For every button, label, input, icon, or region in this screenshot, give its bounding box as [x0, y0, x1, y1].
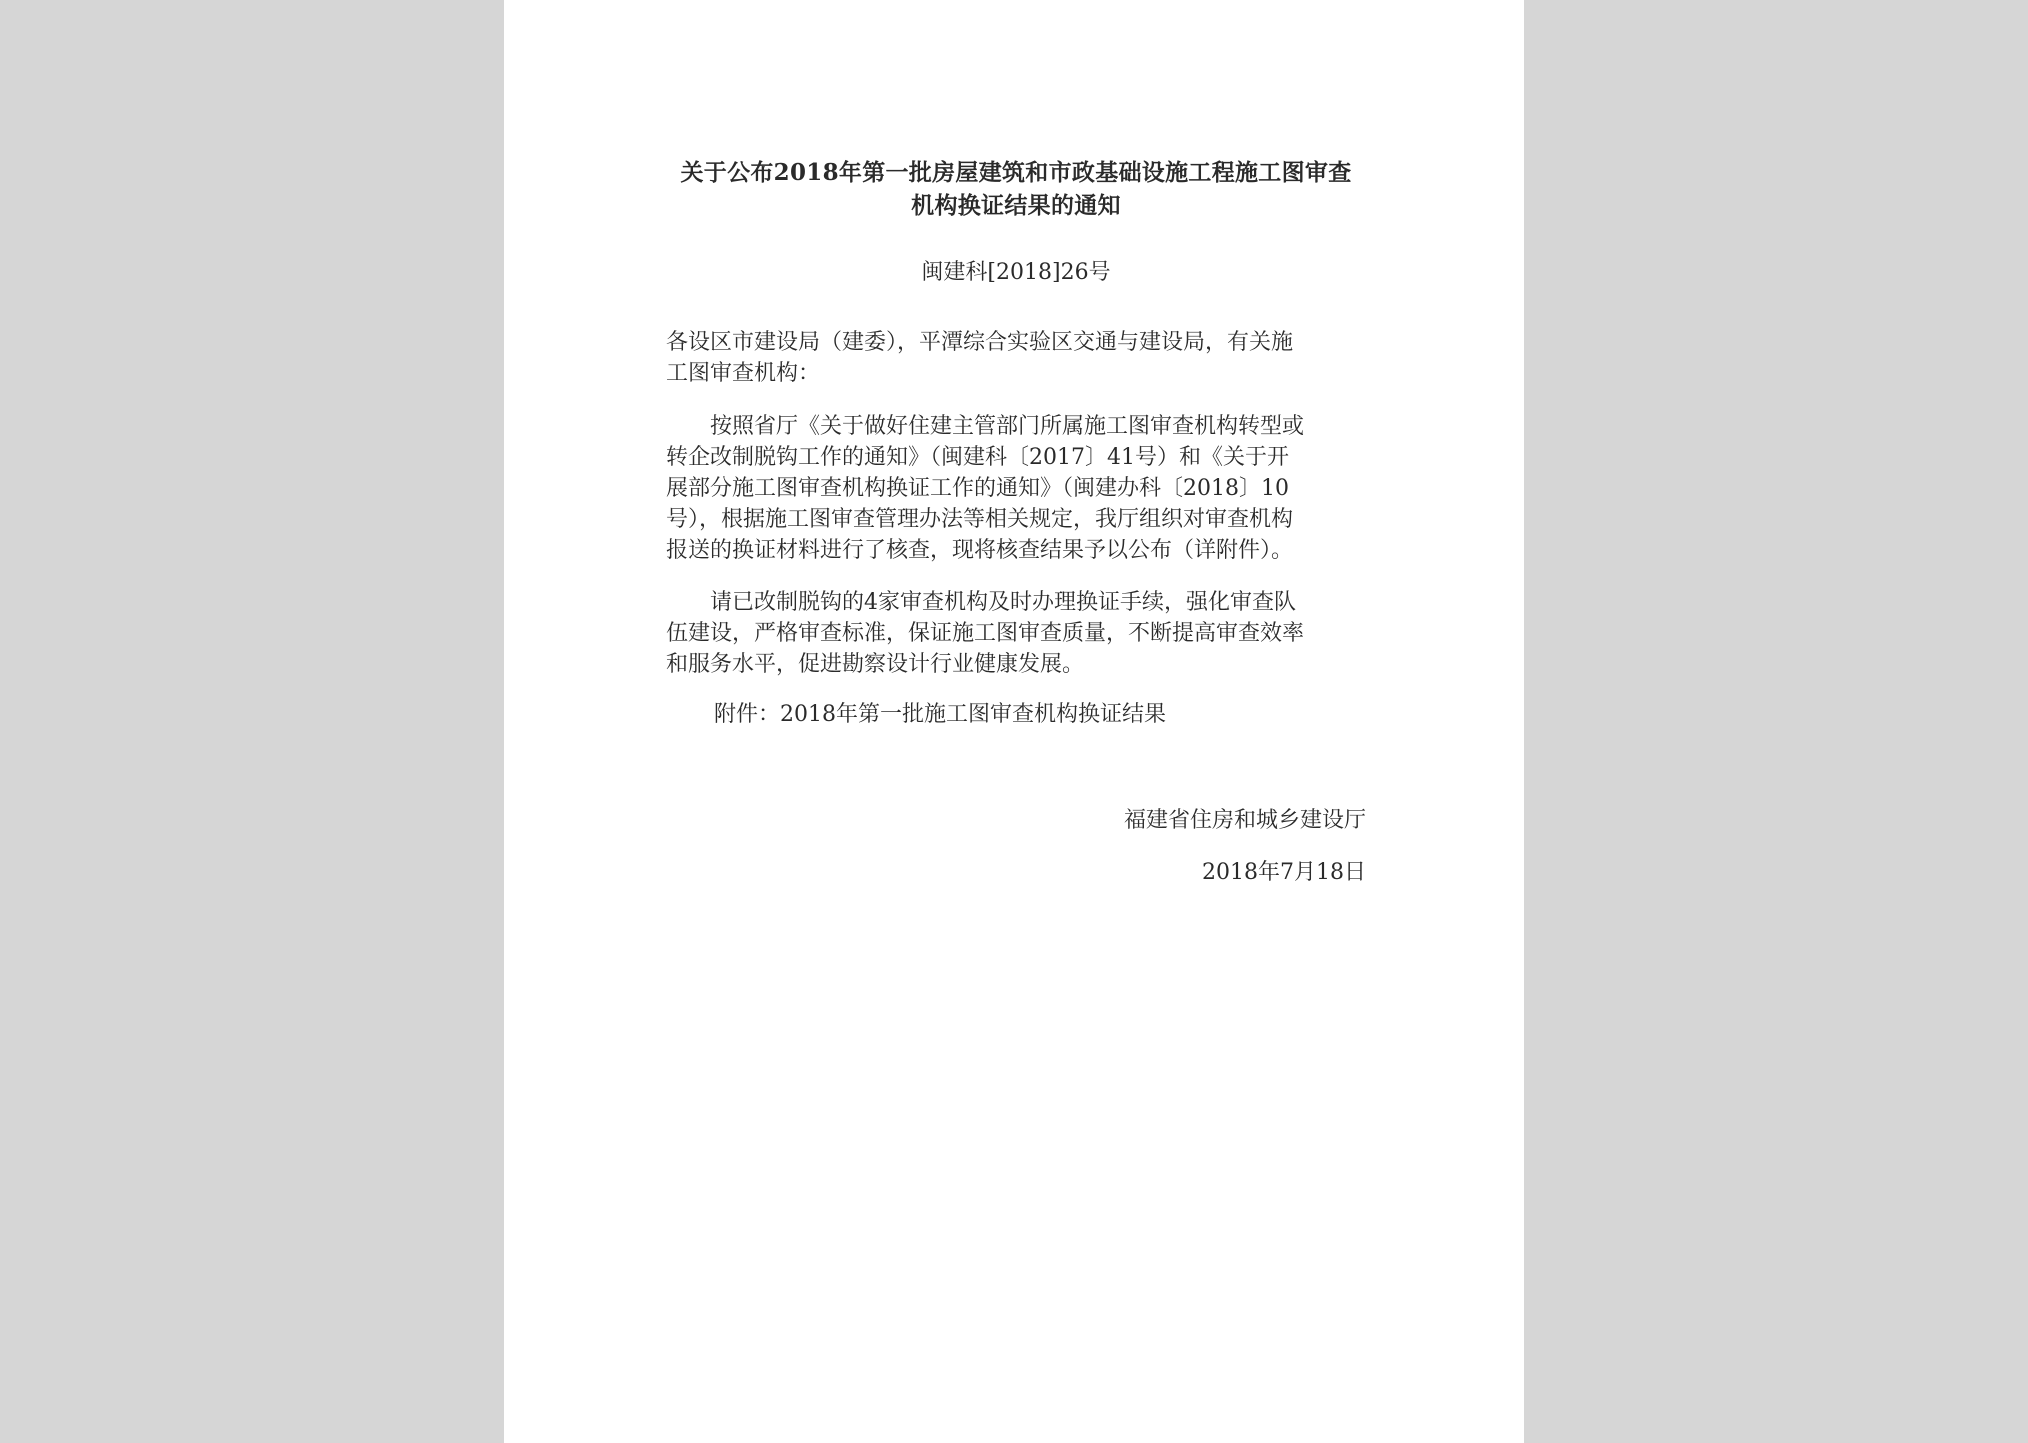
recipient-line-2: 工图审查机构：: [666, 361, 821, 386]
document-content: [666, 156, 1366, 888]
paragraph-1-line: 报送的换证材料进行了核查，现将核查结果予以公布（详附件）。: [666, 538, 1294, 563]
paragraph-2-line: 和服务水平，促进勘察设计行业健康发展。: [666, 652, 1085, 677]
paragraph-2-line: 伍建设，严格审查标准，保证施工图审查质量，不断提高审查效率: [666, 621, 1305, 646]
title-line-2: 机构换证结果的通知: [911, 192, 1121, 219]
title-line-1: 关于公布2018年第一批房屋建筑和市政基础设施工程施工图审查: [680, 159, 1352, 186]
recipient-line-1: 各设区市建设局（建委），平潭综合实验区交通与建设局，有关施: [666, 330, 1294, 355]
paragraph-1-line: 号），根据施工图审查管理办法等相关规定，我厅组织对审查机构: [666, 507, 1294, 532]
signature-organization: 福建省住房和城乡建设厅: [1123, 808, 1366, 833]
paragraph-1-line: 展部分施工图审查机构换证工作的通知》（闽建办科〔2018〕10: [666, 476, 1289, 501]
paragraph-2: [666, 587, 1366, 680]
document-number: 闽建科[2018]26号: [921, 260, 1111, 285]
document-page: [504, 0, 1524, 1443]
paragraph-1: [666, 411, 1366, 566]
paragraph-1-line: 转企改制脱钩工作的通知》（闽建科〔2017〕41号）和《关于开: [666, 445, 1289, 470]
document-date: 2018年7月18日: [1202, 860, 1366, 885]
attachment-line: 附件：2018年第一批施工图审查机构换证结果: [714, 702, 1166, 727]
document-title: [666, 156, 1366, 222]
paragraph-2-line: 请已改制脱钩的4家审查机构及时办理换证手续，强化审查队: [710, 590, 1296, 615]
recipient-block: [666, 327, 1366, 389]
paragraph-1-line: 按照省厅《关于做好住建主管部门所属施工图审查机构转型或: [710, 414, 1305, 439]
